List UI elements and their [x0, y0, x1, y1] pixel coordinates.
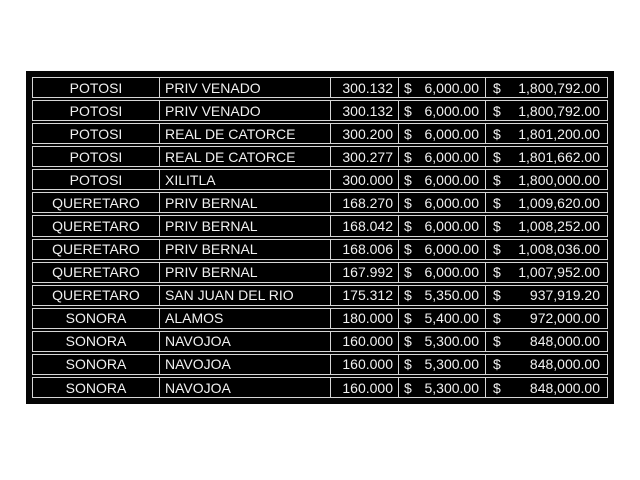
cell-location[interactable]: [160, 101, 331, 120]
state-text: SONORA: [65, 379, 127, 396]
cell-state[interactable]: [33, 240, 160, 259]
quantity-text: 175.312: [342, 287, 393, 304]
location-text: NAVOJOA: [165, 333, 231, 350]
currency-symbol: $: [493, 379, 501, 396]
cell-location[interactable]: [160, 263, 331, 282]
total-text: 848,000.00: [529, 333, 600, 350]
cell-location[interactable]: [160, 193, 331, 212]
total-text: 848,000.00: [529, 356, 600, 373]
cell-location[interactable]: [160, 147, 331, 166]
cell-unit-price[interactable]: [399, 216, 486, 235]
unit-price-text: 6,000.00: [424, 79, 479, 96]
table-row: [32, 100, 608, 121]
table-row: [32, 123, 608, 144]
table-row: [32, 285, 608, 306]
location-text: PRIV BERNAL: [165, 194, 258, 211]
quantity-text: 300.000: [342, 171, 393, 188]
currency-symbol: $: [493, 356, 501, 373]
currency-symbol: $: [493, 194, 501, 211]
cell-quantity[interactable]: [331, 286, 399, 305]
cell-total[interactable]: [486, 78, 607, 97]
table-row: [32, 146, 608, 167]
currency-symbol: $: [404, 102, 412, 119]
total-text: 1,008,036.00: [518, 241, 600, 258]
quantity-text: 160.000: [342, 379, 393, 396]
quantity-text: 300.200: [342, 125, 393, 142]
currency-symbol: $: [493, 102, 501, 119]
cell-state[interactable]: [33, 309, 160, 328]
cell-state[interactable]: [33, 378, 160, 397]
cell-state[interactable]: [33, 193, 160, 212]
cell-total[interactable]: [486, 286, 607, 305]
currency-symbol: $: [493, 310, 501, 327]
table-row: [32, 192, 608, 213]
cell-state[interactable]: [33, 170, 160, 189]
cell-location[interactable]: [160, 240, 331, 259]
cell-unit-price[interactable]: [399, 101, 486, 120]
cell-unit-price[interactable]: [399, 147, 486, 166]
cell-state[interactable]: [33, 263, 160, 282]
cell-total[interactable]: [486, 124, 607, 143]
table-row: [32, 215, 608, 236]
currency-symbol: $: [404, 171, 412, 188]
state-text: POTOSI: [69, 125, 123, 142]
cell-total[interactable]: [486, 101, 607, 120]
state-text: QUERETARO: [52, 287, 140, 304]
cell-quantity[interactable]: [331, 193, 399, 212]
currency-symbol: $: [493, 171, 501, 188]
state-text: POTOSI: [69, 148, 123, 165]
table-row: [32, 354, 608, 375]
currency-symbol: $: [404, 333, 412, 350]
cell-total[interactable]: [486, 332, 607, 351]
currency-symbol: $: [493, 333, 501, 350]
table-row: [32, 377, 608, 398]
state-text: SONORA: [65, 356, 127, 373]
quantity-text: 160.000: [342, 356, 393, 373]
quantity-text: 160.000: [342, 333, 393, 350]
unit-price-text: 6,000.00: [424, 125, 479, 142]
cell-unit-price[interactable]: [399, 124, 486, 143]
currency-symbol: $: [404, 264, 412, 281]
location-text: PRIV BERNAL: [165, 264, 258, 281]
currency-symbol: $: [493, 218, 501, 234]
cell-location[interactable]: [160, 78, 331, 97]
cell-quantity[interactable]: [331, 101, 399, 120]
cell-state[interactable]: [33, 286, 160, 305]
cell-total[interactable]: [486, 378, 607, 397]
quantity-text: 180.000: [342, 310, 393, 327]
location-text: SAN JUAN DEL RIO: [165, 287, 294, 304]
quantity-text: 300.132: [342, 102, 393, 119]
currency-symbol: $: [404, 310, 412, 327]
cell-state[interactable]: [33, 332, 160, 351]
cell-quantity[interactable]: [331, 309, 399, 328]
cell-location[interactable]: [160, 216, 331, 235]
total-text: 1,801,662.00: [518, 148, 600, 165]
cell-total[interactable]: [486, 263, 607, 282]
cell-unit-price[interactable]: [399, 332, 486, 351]
state-text: POTOSI: [69, 171, 123, 188]
state-text: QUERETARO: [52, 241, 140, 258]
currency-symbol: $: [404, 148, 412, 165]
cell-unit-price[interactable]: [399, 170, 486, 189]
location-text: NAVOJOA: [165, 379, 231, 396]
cell-total[interactable]: [486, 216, 607, 235]
cell-location[interactable]: [160, 309, 331, 328]
location-text: XILITLA: [165, 171, 216, 188]
quantity-text: 168.006: [342, 241, 393, 258]
currency-symbol: $: [493, 241, 501, 258]
quantity-text: 300.277: [342, 148, 393, 165]
state-text: POTOSI: [69, 79, 123, 96]
cell-unit-price[interactable]: [399, 378, 486, 397]
unit-price-text: 6,000.00: [424, 102, 479, 119]
cell-unit-price[interactable]: [399, 286, 486, 305]
cell-state[interactable]: [33, 147, 160, 166]
total-text: 1,800,000.00: [518, 171, 600, 188]
currency-symbol: $: [493, 148, 501, 165]
state-text: SONORA: [65, 333, 127, 350]
total-text: 1,800,792.00: [518, 79, 600, 96]
location-text: PRIV BERNAL: [165, 218, 258, 234]
unit-price-text: 6,000.00: [424, 264, 479, 281]
cell-quantity[interactable]: [331, 263, 399, 282]
cell-location[interactable]: [160, 124, 331, 143]
state-text: SONORA: [65, 310, 127, 327]
cell-quantity[interactable]: [331, 147, 399, 166]
table-row: [32, 239, 608, 260]
cell-unit-price[interactable]: [399, 355, 486, 374]
cell-unit-price[interactable]: [399, 263, 486, 282]
quantity-text: 168.042: [342, 218, 393, 234]
total-text: 937,919.20: [529, 287, 600, 304]
currency-symbol: $: [404, 79, 412, 96]
currency-symbol: $: [493, 79, 501, 96]
data-table: [26, 71, 614, 404]
unit-price-text: 6,000.00: [424, 218, 479, 234]
unit-price-text: 5,300.00: [424, 379, 479, 396]
unit-price-text: 5,400.00: [424, 310, 479, 327]
cell-unit-price[interactable]: [399, 78, 486, 97]
total-text: 1,008,252.00: [518, 218, 600, 234]
cell-total[interactable]: [486, 309, 607, 328]
location-text: ALAMOS: [165, 310, 224, 327]
unit-price-text: 5,350.00: [424, 287, 479, 304]
total-text: 1,009,620.00: [518, 194, 600, 211]
cell-state[interactable]: [33, 78, 160, 97]
location-text: NAVOJOA: [165, 356, 231, 373]
cell-state[interactable]: [33, 124, 160, 143]
unit-price-text: 6,000.00: [424, 148, 479, 165]
currency-symbol: $: [404, 125, 412, 142]
cell-quantity[interactable]: [331, 170, 399, 189]
cell-unit-price[interactable]: [399, 240, 486, 259]
cell-quantity[interactable]: [331, 124, 399, 143]
total-text: 1,801,200.00: [518, 125, 600, 142]
cell-location[interactable]: [160, 332, 331, 351]
currency-symbol: $: [404, 218, 412, 234]
currency-symbol: $: [404, 194, 412, 211]
table-row: [32, 262, 608, 283]
cell-quantity[interactable]: [331, 378, 399, 397]
cell-state[interactable]: [33, 355, 160, 374]
total-text: 972,000.00: [529, 310, 600, 327]
currency-symbol: $: [404, 379, 412, 396]
location-text: PRIV BERNAL: [165, 241, 258, 258]
unit-price-text: 6,000.00: [424, 194, 479, 211]
total-text: 1,007,952.00: [518, 264, 600, 281]
state-text: POTOSI: [69, 102, 123, 119]
cell-quantity[interactable]: [331, 78, 399, 97]
total-text: 1,800,792.00: [518, 102, 600, 119]
state-text: QUERETARO: [52, 194, 140, 211]
cell-quantity[interactable]: [331, 355, 399, 374]
state-text: QUERETARO: [52, 264, 140, 281]
unit-price-text: 5,300.00: [424, 356, 479, 373]
cell-quantity[interactable]: [331, 216, 399, 235]
currency-symbol: $: [493, 264, 501, 281]
table-row: [32, 308, 608, 329]
cell-state[interactable]: [33, 216, 160, 235]
cell-location[interactable]: [160, 286, 331, 305]
quantity-text: 168.270: [342, 194, 393, 211]
cell-unit-price[interactable]: [399, 193, 486, 212]
cell-total[interactable]: [486, 147, 607, 166]
location-text: PRIV VENADO: [165, 102, 261, 119]
cell-unit-price[interactable]: [399, 309, 486, 328]
cell-quantity[interactable]: [331, 240, 399, 259]
quantity-text: 300.132: [342, 79, 393, 96]
state-text: QUERETARO: [52, 218, 140, 234]
location-text: REAL DE CATORCE: [165, 148, 296, 165]
cell-total[interactable]: [486, 355, 607, 374]
total-text: 848,000.00: [529, 379, 600, 396]
location-text: REAL DE CATORCE: [165, 125, 296, 142]
currency-symbol: $: [404, 241, 412, 258]
cell-total[interactable]: [486, 240, 607, 259]
cell-total[interactable]: [486, 193, 607, 212]
unit-price-text: 6,000.00: [424, 171, 479, 188]
cell-total[interactable]: [486, 170, 607, 189]
location-text: PRIV VENADO: [165, 79, 261, 96]
cell-quantity[interactable]: [331, 332, 399, 351]
currency-symbol: $: [493, 125, 501, 142]
unit-price-text: 5,300.00: [424, 333, 479, 350]
table-row: [32, 169, 608, 190]
table-row: [32, 77, 608, 98]
currency-symbol: $: [493, 287, 501, 304]
unit-price-text: 6,000.00: [424, 241, 479, 258]
currency-symbol: $: [404, 356, 412, 373]
cell-location[interactable]: [160, 355, 331, 374]
currency-symbol: $: [404, 287, 412, 304]
cell-location[interactable]: [160, 170, 331, 189]
cell-state[interactable]: [33, 101, 160, 120]
cell-location[interactable]: [160, 378, 331, 397]
quantity-text: 167.992: [342, 264, 393, 281]
table-row: [32, 331, 608, 352]
